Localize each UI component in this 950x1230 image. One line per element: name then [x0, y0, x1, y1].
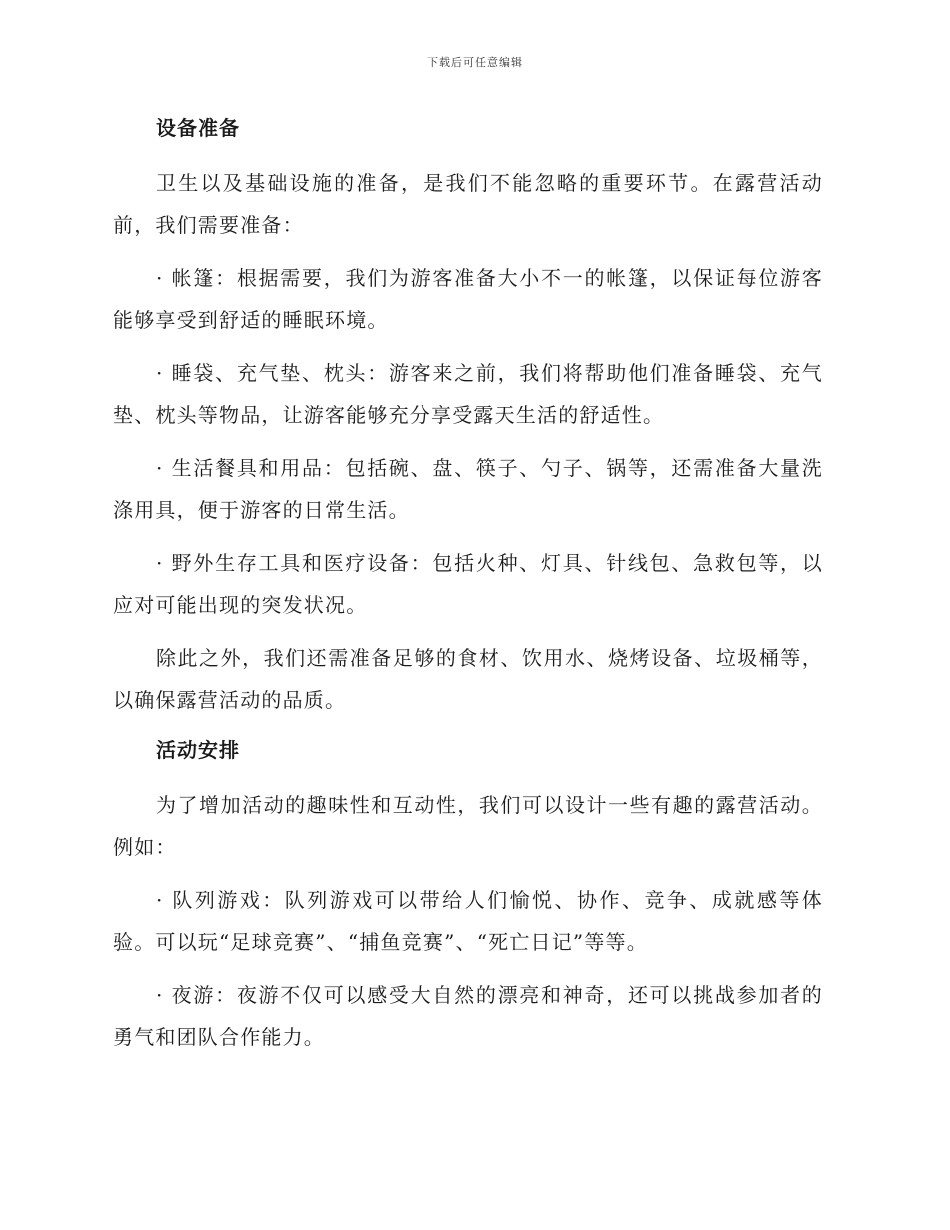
- paragraph: 卫生以及基础设施的准备，是我们不能忽略的重要环节。在露营活动前，我们需要准备：: [113, 171, 823, 237]
- section-activities: [113, 732, 823, 1058]
- list-item: · 野外生存工具和医疗设备：包括火种、灯具、针线包、急救包等，以应对可能出现的突发状况。: [113, 551, 823, 617]
- list-item: · 生活餐具和用品：包括碗、盘、筷子、勺子、锅等，还需准备大量洗涤用具，便于游客的日常生活。: [113, 456, 823, 522]
- list-item: · 帐篷：根据需要，我们为游客准备大小不一的帐篷，以保证每位游客能够享受到舒适的睡眠环境。: [113, 266, 823, 332]
- header-note: 下载后可任意编辑: [427, 56, 523, 69]
- section-heading: 活动安排: [156, 738, 240, 762]
- section-heading: 设备准备: [156, 116, 240, 140]
- section-equipment: [113, 110, 823, 721]
- document-body: [113, 110, 823, 1069]
- list-item: · 队列游戏：队列游戏可以带给人们愉悦、协作、竞争、成就感等体验。可以玩“足球竞赛”、“捕鱼竞赛”、“死亡日记”等等。: [113, 888, 823, 954]
- paragraph: 除此之外，我们还需准备足够的食材、饮用水、烧烤设备、垃圾桶等，以确保露营活动的品质。: [113, 646, 823, 712]
- paragraph: 为了增加活动的趣味性和互动性，我们可以设计一些有趣的露营活动。例如：: [113, 793, 823, 859]
- list-item: · 睡袋、充气垫、枕头：游客来之前，我们将帮助他们准备睡袋、充气垫、枕头等物品，让游客能够充分享受露天生活的舒适性。: [113, 361, 823, 427]
- list-item: · 夜游：夜游不仅可以感受大自然的漂亮和神奇，还可以挑战参加者的勇气和团队合作能力。: [113, 983, 823, 1049]
